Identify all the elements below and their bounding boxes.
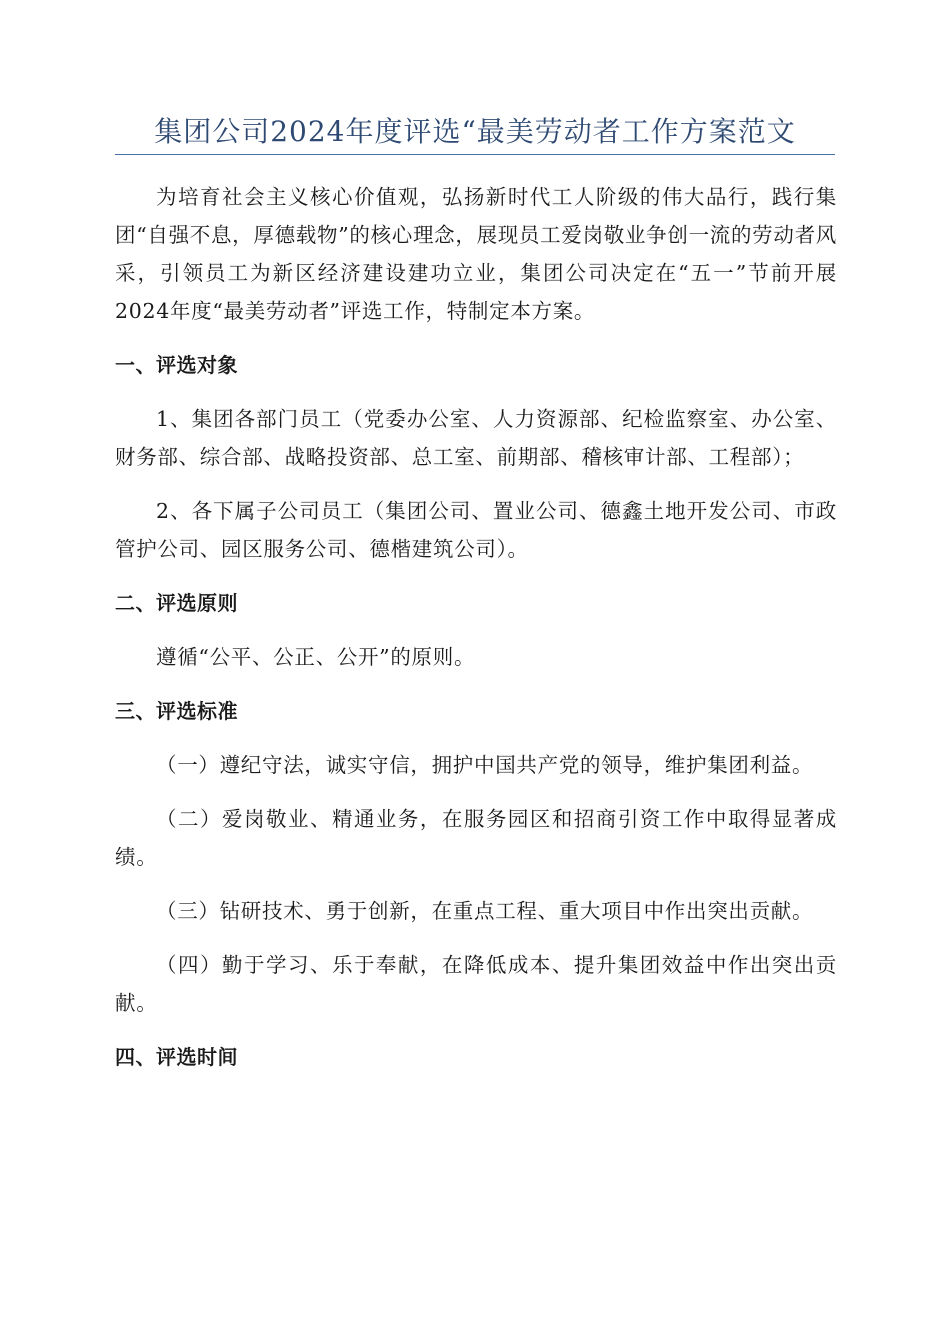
- target-item-1: 1、集团各部门员工（党委办公室、人力资源部、纪检监察室、办公室、财务部、综合部、战略投资部、总工室、前期部、稽核审计部、工程部）；: [115, 407, 837, 469]
- principle-item: 遵循“公平、公正、公开”的原则。: [156, 645, 476, 669]
- section-heading-schedule: 四、评选时间: [115, 1045, 238, 1069]
- document-title: 集团公司2024年度评选“最美劳动者工作方案范文: [154, 115, 796, 148]
- section-heading-principles: 二、评选原则: [115, 591, 238, 615]
- criteria-item-4: （四）勤于学习、乐于奉献，在降低成本、提升集团效益中作出突出贡献。: [115, 953, 837, 1015]
- title-underline: [115, 154, 835, 155]
- target-item-2: 2、各下属子公司员工（集团公司、置业公司、德鑫土地开发公司、市政管护公司、园区服务公司、德楷建筑公司）。: [115, 499, 837, 561]
- document-body: [115, 178, 837, 1092]
- section-heading-targets: 一、评选对象: [115, 353, 238, 377]
- section-heading-criteria: 三、评选标准: [115, 699, 238, 723]
- criteria-item-1: （一）遵纪守法，诚实守信，拥护中国共产党的领导，维护集团利益。: [156, 753, 814, 777]
- intro-paragraph: 为培育社会主义核心价值观，弘扬新时代工人阶级的伟大品行，践行集团“自强不息，厚德载物”的核心理念，展现员工爱岗敬业争创一流的劳动者风采，引领员工为新区经济建设建功立业，集团公司决定在“五一”节前开展2024年度“最美劳动者”评选工作，特制定本方案。: [115, 185, 837, 323]
- criteria-item-3: （三）钻研技术、勇于创新，在重点工程、重大项目中作出突出贡献。: [156, 899, 814, 923]
- criteria-item-2: （二）爱岗敬业、精通业务，在服务园区和招商引资工作中取得显著成绩。: [115, 807, 837, 869]
